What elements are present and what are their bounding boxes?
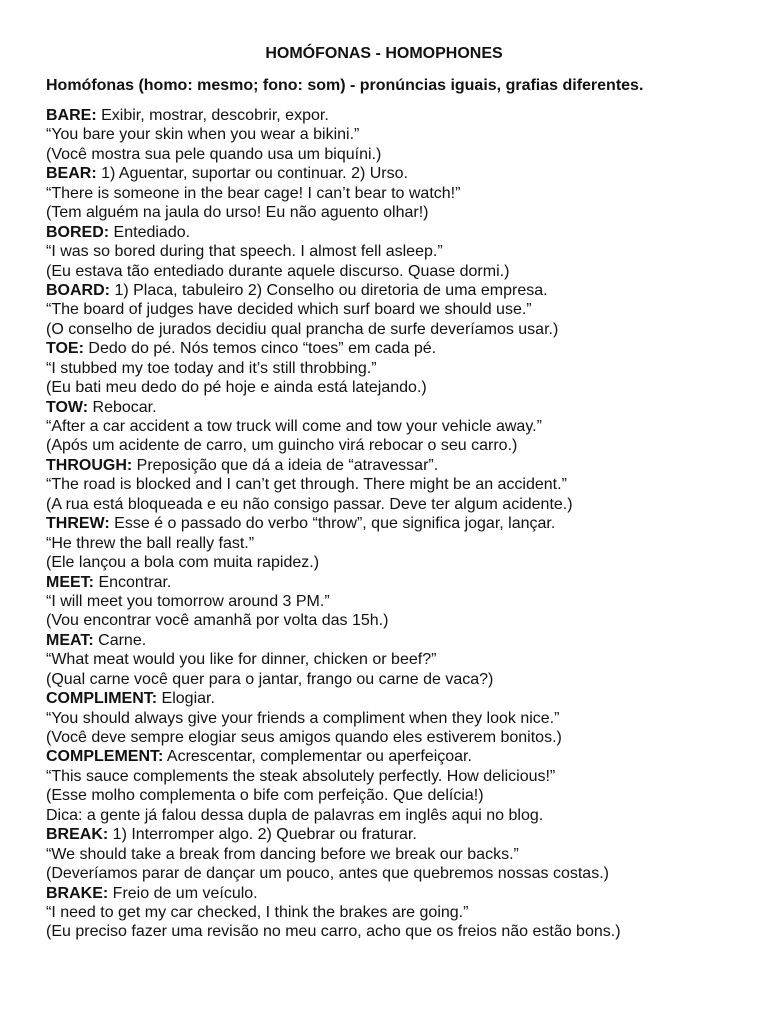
homophone-entry [46, 339, 746, 397]
entry-translation: (O conselho de jurados decidiu qual prancha de surfe deveríamos usar.) [46, 320, 559, 338]
entry-example: “This sauce complements the steak absolutely perfectly. How delicious!” [46, 767, 556, 785]
entry-definition-line [46, 106, 746, 125]
page-title: HOMÓFONAS - HOMOPHONES [265, 45, 503, 62]
entry-term: BREAK: [46, 826, 109, 844]
homophone-entry [46, 631, 746, 689]
homophone-entry [46, 164, 746, 222]
entry-term: BORED: [46, 223, 110, 241]
entry-definition-line [46, 456, 746, 475]
entry-example: “There is someone in the bear cage! I can’t bear to watch!” [46, 184, 461, 202]
entry-definition: Dedo do pé. Nós temos cinco “toes” em cada pé. [83, 340, 437, 358]
homophone-entry [46, 884, 746, 942]
entry-definition: Encontrar. [94, 573, 172, 591]
entry-example: “After a car accident a tow truck will come and tow your vehicle away.” [46, 418, 542, 435]
entry-term: THREW: [46, 515, 110, 533]
entry-term: TOW: [46, 398, 89, 416]
entry-definition: 1) Interromper algo. 2) Quebrar ou fraturar. [108, 826, 417, 844]
homophone-entry [46, 747, 746, 825]
entry-definition-line [46, 281, 746, 300]
entry-example: “You bare your skin when you wear a bikini.” [46, 126, 360, 144]
homophone-entry [46, 689, 746, 747]
entry-term: BARE: [46, 107, 97, 124]
entry-definition: Rebocar. [88, 398, 157, 416]
entry-example: “I was so bored during that speech. I almost fell asleep.” [46, 243, 443, 261]
entry-definition: Acrescentar, complementar ou aperfeiçoar. [163, 748, 472, 766]
entry-term: MEET: [46, 573, 94, 591]
entry-example: “The board of judges have decided which surf board we should use.” [46, 301, 532, 319]
entry-definition: Entediado. [109, 223, 191, 241]
entry-term: COMPLIMENT: [46, 690, 158, 708]
entry-example: “The road is blocked and I can’t get through. There might be an accident.” [46, 476, 567, 494]
homophone-entry [46, 223, 746, 281]
entry-term: TOE: [46, 340, 84, 358]
entry-translation: (Eu estava tão entediado durante aquele discurso. Quase dormi.) [46, 262, 510, 280]
homophone-entry [46, 514, 746, 572]
entry-term: COMPLEMENT: [46, 748, 164, 766]
entry-definition-line [46, 164, 746, 183]
entry-definition: Preposição que dá a ideia de “atravessar”. [132, 456, 439, 474]
homophone-entry [46, 398, 746, 456]
entry-definition-line [46, 514, 746, 533]
entry-note: Dica: a gente já falou dessa dupla de palavras em inglês aqui no blog. [46, 806, 544, 824]
entry-term: BEAR: [46, 165, 97, 183]
homophone-entry [46, 106, 746, 164]
homophone-entry [46, 456, 746, 514]
entry-translation: (Você deve sempre elogiar seus amigos quando eles estiverem bonitos.) [46, 729, 562, 746]
entry-definition-line [46, 689, 746, 708]
entry-definition-line [46, 339, 746, 358]
entry-translation: (Eu bati meu dedo do pé hoje e ainda está latejando.) [46, 379, 427, 397]
entry-list [46, 106, 746, 942]
entry-definition: Carne. [93, 631, 147, 649]
entry-translation: (Qual carne você quer para o jantar, frango ou carne de vaca?) [46, 670, 494, 688]
entry-definition-line [46, 573, 746, 592]
entry-definition: Freio de um veículo. [108, 884, 258, 902]
entry-definition-line [46, 631, 746, 650]
entry-example: “I will meet you tomorrow around 3 PM.” [46, 592, 330, 610]
entry-translation: (Tem alguém na jaula do urso! Eu não aguento olhar!) [46, 204, 429, 222]
entry-translation: (Ele lançou a bola com muita rapidez.) [46, 554, 320, 572]
entry-definition: Elogiar. [157, 690, 215, 708]
entry-translation: (Você mostra sua pele quando usa um biquíni.) [46, 145, 382, 163]
entry-definition: Exibir, mostrar, descobrir, expor. [96, 107, 329, 124]
page-subtitle: Homófonas (homo: mesmo; fono: som) - pronúncias iguais, grafias diferentes. [46, 77, 644, 94]
homophone-entry [46, 573, 746, 631]
entry-example: “I stubbed my toe today and it’s still throbbing.” [46, 359, 377, 377]
homophone-entry [46, 825, 746, 883]
entry-definition: 1) Aguentar, suportar ou continuar. 2) Urso. [96, 165, 408, 183]
entry-definition-line [46, 747, 746, 766]
entry-translation: (Eu preciso fazer uma revisão no meu carro, acho que os freios não estão bons.) [46, 923, 621, 941]
entry-example: “He threw the ball really fast.” [46, 534, 255, 552]
entry-definition-line [46, 398, 746, 417]
entry-term: MEAT: [46, 631, 94, 649]
entry-term: THROUGH: [46, 456, 133, 474]
entry-example: “I need to get my car checked, I think the brakes are going.” [46, 903, 469, 921]
entry-translation: (A rua está bloqueada e eu não consigo passar. Deve ter algum acidente.) [46, 495, 573, 513]
entry-example: “What meat would you like for dinner, chicken or beef?” [46, 651, 437, 669]
entry-translation: (Após um acidente de carro, um guincho virá rebocar o seu carro.) [46, 437, 518, 455]
entry-definition: Esse é o passado do verbo “throw”, que significa jogar, lançar. [109, 515, 556, 533]
entry-definition: 1) Placa, tabuleiro 2) Conselho ou diretoria de uma empresa. [110, 281, 548, 299]
entry-translation: (Esse molho complementa o bife com perfeição. Que delícia!) [46, 787, 484, 805]
entry-translation: (Vou encontrar você amanhã por volta das 15h.) [46, 612, 389, 630]
entry-definition-line [46, 223, 746, 242]
entry-term: BOARD: [46, 281, 110, 299]
entry-translation: (Deveríamos parar de dançar um pouco, antes que quebremos nossas costas.) [46, 865, 609, 883]
entry-example: “We should take a break from dancing before we break our backs.” [46, 845, 519, 863]
entry-definition-line [46, 884, 746, 903]
entry-term: BRAKE: [46, 884, 109, 902]
homophone-entry [46, 281, 746, 339]
entry-definition-line [46, 825, 746, 844]
entry-example: “You should always give your friends a compliment when they look nice.” [46, 709, 560, 727]
